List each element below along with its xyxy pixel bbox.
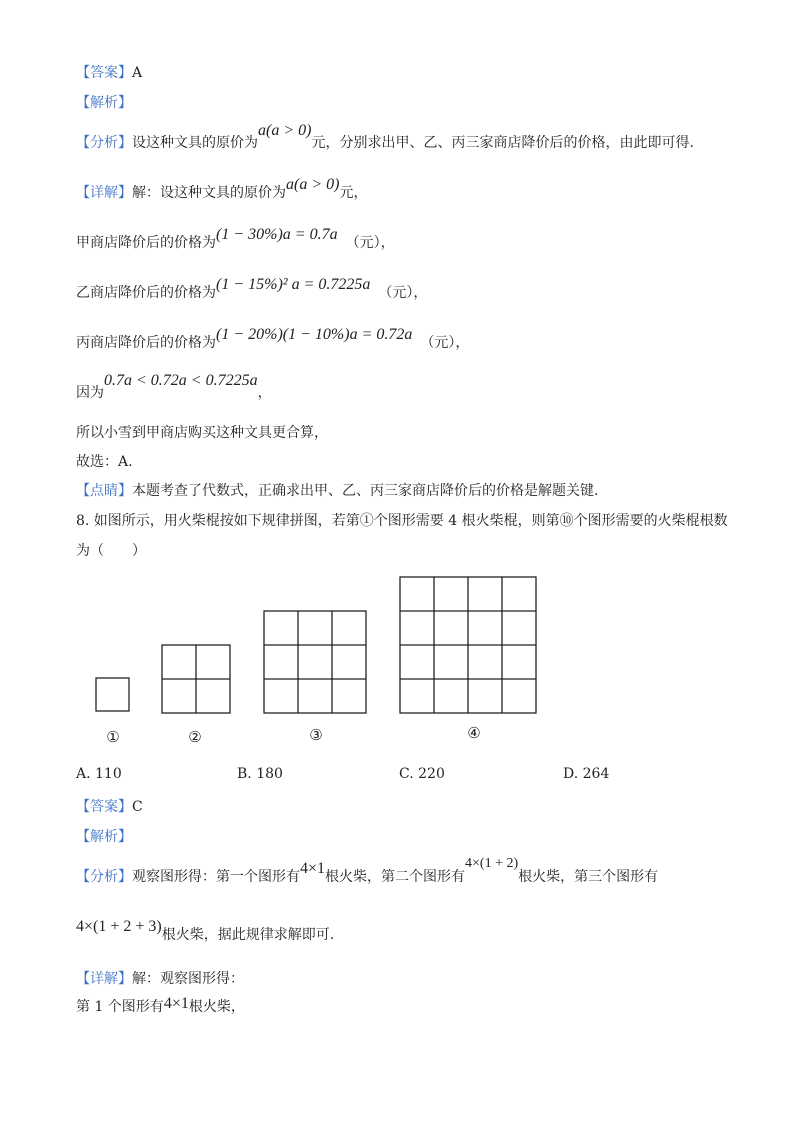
figure-4-grid <box>400 577 536 713</box>
review-text: 本题考查了代数式，正确求出甲、乙、丙三家商店降价后的价格是解题关键. <box>132 483 599 499</box>
answer-tag: 【答案】 <box>76 799 132 815</box>
unit-text: （元）， <box>420 335 470 351</box>
detail-tag: 【详解】 <box>76 185 132 201</box>
figure-2-grid <box>162 645 230 713</box>
q8-answer-line <box>76 798 143 816</box>
analysis-tag: 【解析】 <box>76 829 132 845</box>
jia-text: 甲商店降价后的价格为 <box>76 235 216 251</box>
unit-text: （元）， <box>378 285 428 301</box>
q8-fenxi-line <box>76 856 659 887</box>
math-expression: 4×(1 + 2 + 3) <box>76 918 162 935</box>
math-expression: 4×(1 + 2) <box>465 856 519 871</box>
fenxi-tag: 【分析】 <box>76 869 132 885</box>
yi-text: 乙商店降价后的价格为 <box>76 285 216 301</box>
bing-price-line <box>76 326 470 352</box>
first-text: 第 1 个图形有 <box>76 999 164 1015</box>
bing-text: 丙商店降价后的价格为 <box>76 335 216 351</box>
math-expression: (1 − 15%)² a = 0.7225a <box>216 276 371 293</box>
math-expression: (1 − 20%)(1 − 10%)a = 0.72a <box>216 326 413 343</box>
option-d: D. 264 <box>563 766 610 782</box>
figure-label-2: ② <box>188 728 202 746</box>
because-line <box>76 372 272 402</box>
because-text: 因为 <box>76 385 104 401</box>
fenxi-text-3: 根火柴，第三个图形有 <box>518 869 659 885</box>
answer-value: A <box>132 65 143 81</box>
detail-text: 解：观察图形得： <box>132 971 244 987</box>
math-expression: 4×1 <box>300 860 326 877</box>
q8-detail-line <box>76 970 244 988</box>
figure-3-grid <box>264 611 366 713</box>
q7-fenxi-line <box>76 122 694 152</box>
figure-label-1: ① <box>106 728 120 746</box>
matchstick-figures <box>0 570 800 750</box>
math-expression: a(a > 0) <box>258 122 312 139</box>
answer-value: C <box>132 799 143 815</box>
figure-label-4: ④ <box>467 724 481 742</box>
q8-stem-line2: 为（ ） <box>76 543 146 559</box>
review-line <box>76 482 598 500</box>
fenxi-text: 观察图形得：第一个图形有 <box>132 869 300 885</box>
q8-stem-line1: 8. 如图所示，用火柴棍按如下规律拼图，若第①个图形需要 4 根火柴棍，则第⑩个图形需要的火柴棍根数 <box>76 513 728 529</box>
conclusion-line: 所以小雪到甲商店购买这种文具更合算， <box>76 425 328 441</box>
q7-detail-line <box>76 176 368 202</box>
math-expression: 4×1 <box>163 995 189 1012</box>
unit-text: （元）， <box>345 235 395 251</box>
figure-label-3: ③ <box>309 726 323 744</box>
fenxi-tag: 【分析】 <box>76 135 132 151</box>
option-a: A. 110 <box>76 766 122 782</box>
fenxi-text: 设这种文具的原价为 <box>132 135 258 151</box>
detail-tag: 【详解】 <box>76 971 132 987</box>
figure-1-grid <box>96 678 129 711</box>
first-figure-line <box>76 995 245 1016</box>
jia-price-line <box>76 226 395 252</box>
review-tag: 【点睛】 <box>76 483 132 499</box>
detail-text-end: 元， <box>339 185 368 201</box>
fenxi-text-4: 根火柴，据此规律求解即可. <box>161 927 335 943</box>
math-expression: a(a > 0) <box>286 176 340 193</box>
q8-fenxi-line2 <box>76 918 335 944</box>
math-expression: 0.7a < 0.72a < 0.7225a <box>104 372 258 389</box>
choose-line: 故选：A. <box>76 454 133 470</box>
answer-tag: 【答案】 <box>76 65 132 81</box>
fenxi-text-end: 元，分别求出甲、乙、丙三家商店降价后的价格，由此即可得. <box>311 135 694 151</box>
option-b: B. 180 <box>237 766 283 782</box>
first-text-end: 根火柴， <box>188 999 245 1015</box>
because-comma: ， <box>257 385 272 401</box>
yi-price-line <box>76 276 428 302</box>
analysis-tag: 【解析】 <box>76 95 132 111</box>
q7-answer-line <box>76 64 142 82</box>
option-c: C. 220 <box>399 766 445 782</box>
detail-text: 解：设这种文具的原价为 <box>132 185 286 201</box>
math-expression: (1 − 30%)a = 0.7a <box>216 226 338 243</box>
fenxi-text-2: 根火柴，第二个图形有 <box>325 869 466 885</box>
